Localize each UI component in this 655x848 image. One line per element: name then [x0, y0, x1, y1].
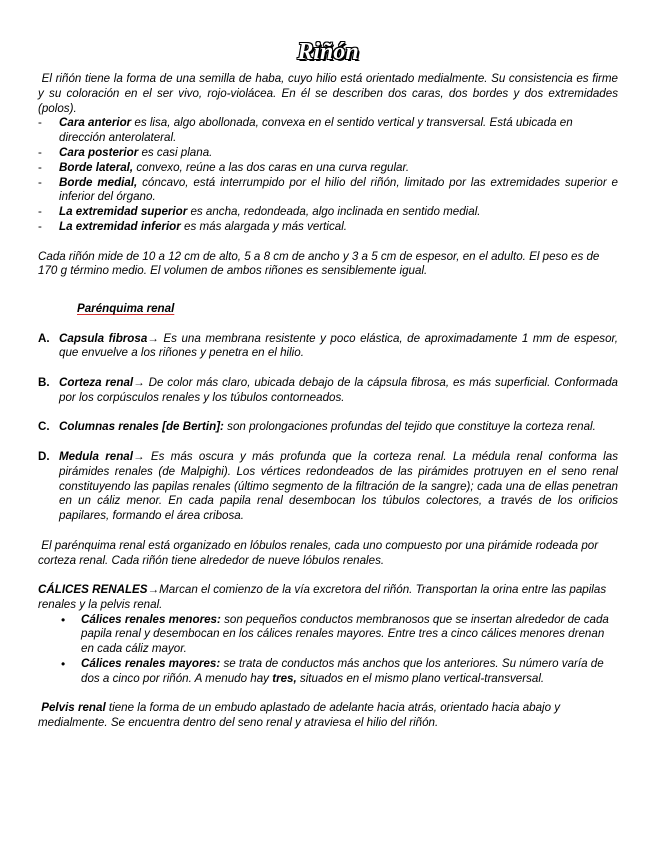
dash-marker: -	[38, 160, 42, 174]
parenchyma-item-c	[38, 420, 618, 435]
list-item	[38, 116, 618, 146]
calices-minor-text: son pequeños conductos membranosos que se insertan alrededor de cada papila renal y desembocan en los cálices renales mayores. Entre tres a cinco cálices menores drenan en cada cáliz mayor.	[81, 612, 609, 656]
list-item	[59, 613, 618, 657]
parenchyma-item-b	[38, 376, 618, 406]
calices-paragraph	[38, 583, 618, 613]
feature-term: La extremidad inferior	[59, 219, 181, 233]
arrow-icon: →	[147, 331, 159, 345]
calices-major-bold: tres,	[272, 671, 297, 685]
feature-text: cóncavo, está interrumpido por el hilio del riñón, limitado por las extremidades superior e inferior del órgano.	[59, 175, 618, 204]
page-title: Riñón	[297, 39, 359, 65]
item-letter: B.	[38, 375, 50, 389]
list-item	[38, 176, 618, 206]
item-letter: C.	[38, 420, 50, 434]
item-term: Corteza renal	[59, 375, 134, 389]
feature-term: La extremidad superior	[59, 205, 188, 219]
calices-major-term: Cálices renales mayores:	[81, 657, 221, 671]
calices-minor-term: Cálices renales menores:	[81, 612, 221, 626]
list-item	[38, 161, 618, 176]
calices-list	[38, 613, 618, 687]
item-letter: A.	[38, 331, 50, 345]
item-term: Capsula fibrosa	[59, 331, 148, 345]
lobules-text: El parénquima renal está organizado en lóbulos renales, cada uno compuesto por una pirámide rodeada por corteza renal. Cada riñón tiene alrededor de nueve lóbulos renales.	[38, 538, 599, 567]
list-item	[38, 146, 618, 161]
feature-term: Cara anterior	[59, 116, 132, 130]
list-item	[38, 205, 618, 220]
dimensions-paragraph: Cada riñón mide de 10 a 12 cm de alto, 5 a 8 cm de ancho y 3 a 5 cm de espesor, en el adulto. El peso es de 170 g término medio. El volumen de ambos riñones es sensiblemente igual.	[38, 249, 600, 278]
item-text: Es una membrana resistente y poco elástica, de aproximadamente 1 mm de espesor, que envuelve a los riñones y penetra en el hilio.	[59, 331, 618, 360]
arrow-icon: →	[147, 583, 160, 597]
dash-marker: -	[38, 145, 42, 159]
calices-heading: CÁLICES RENALES	[38, 583, 148, 597]
item-text: son prolongaciones profundas del tejido que constituye la corteza renal.	[223, 420, 596, 434]
feature-text: convexo, reúne a las dos caras en una curva regular.	[133, 160, 410, 174]
section-title	[38, 302, 618, 317]
feature-list	[38, 116, 618, 234]
feature-text: es lisa, algo abollonada, convexa en el sentido vertical y transversal. Está ubicada en dirección anterolateral.	[59, 116, 573, 145]
dash-marker: -	[38, 116, 42, 130]
lobules-paragraph	[38, 539, 618, 569]
feature-term: Borde medial,	[59, 175, 138, 189]
pelvis-term: Pelvis renal	[41, 701, 106, 715]
feature-term: Cara posterior	[59, 145, 139, 159]
feature-text: es más alargada y más vertical.	[180, 219, 348, 233]
calices-major-text-end: situados en el mismo plano vertical-transversal.	[296, 671, 545, 685]
item-term: Medula renal	[59, 449, 133, 463]
parenchyma-item-a	[38, 332, 618, 362]
bullet-icon: •	[61, 657, 66, 672]
item-text: De color más claro, ubicada debajo de la cápsula fibrosa, es más superficial. Conformada por los corpúsculos renales y los túbulos contorneados.	[59, 375, 618, 404]
document-page	[38, 0, 618, 731]
item-term: Columnas renales [de Bertin]:	[59, 420, 224, 434]
intro-paragraph	[38, 72, 618, 116]
parenchyma-item-d	[38, 450, 618, 524]
item-letter: D.	[38, 449, 50, 463]
arrow-icon: →	[132, 449, 145, 463]
item-text: Es más oscura y más profunda que la corteza renal. La médula renal conforma las pirámides renales (de Malpighi). Los vértices redondeados de las pirámides protruyen en el seno renal constituyendo las papilas renales (último segmento de la filtración de la sangre); cada una de ellas penetran en un cáliz menor. En cada papila renal desembocan los túbulos colectores, a través de los orificios papilares, formando el área cribosa.	[59, 449, 618, 523]
dash-marker: -	[38, 219, 42, 233]
dash-marker: -	[38, 175, 42, 189]
feature-term: Borde lateral,	[59, 160, 134, 174]
list-item	[59, 657, 618, 687]
intro-text: El riñón tiene la forma de una semilla de haba, cuyo hilio está orientado medialmente. Su consistencia es firme y su coloración en el ser vivo, rojo-violácea. En él se describen dos caras, dos bordes y dos extremidades (polos).	[38, 72, 618, 115]
list-item	[38, 220, 618, 235]
dash-marker: -	[38, 205, 42, 219]
pelvis-text: tiene la forma de un embudo aplastado de adelante hacia atrás, orientado hacia abajo y medialmente. Se encuentra dentro del seno renal y atraviesa el hilio del riñón.	[38, 701, 561, 730]
calices-text: Marcan el comienzo de la vía excretora del riñón. Transportan la orina entre las papilas renales y la pelvis renal.	[38, 583, 607, 611]
feature-text: es casi plana.	[138, 145, 213, 159]
pelvis-paragraph	[38, 701, 618, 731]
arrow-icon: →	[133, 375, 145, 389]
section-title-text: Parénquima renal	[77, 301, 175, 315]
calices-major-text: se trata de conductos más anchos que los anteriores. Su número varía de dos a cinco por riñón. A menudo hay	[81, 657, 604, 685]
bullet-icon: •	[61, 612, 66, 627]
feature-text: es ancha, redondeada, algo inclinada en sentido medial.	[187, 205, 481, 219]
